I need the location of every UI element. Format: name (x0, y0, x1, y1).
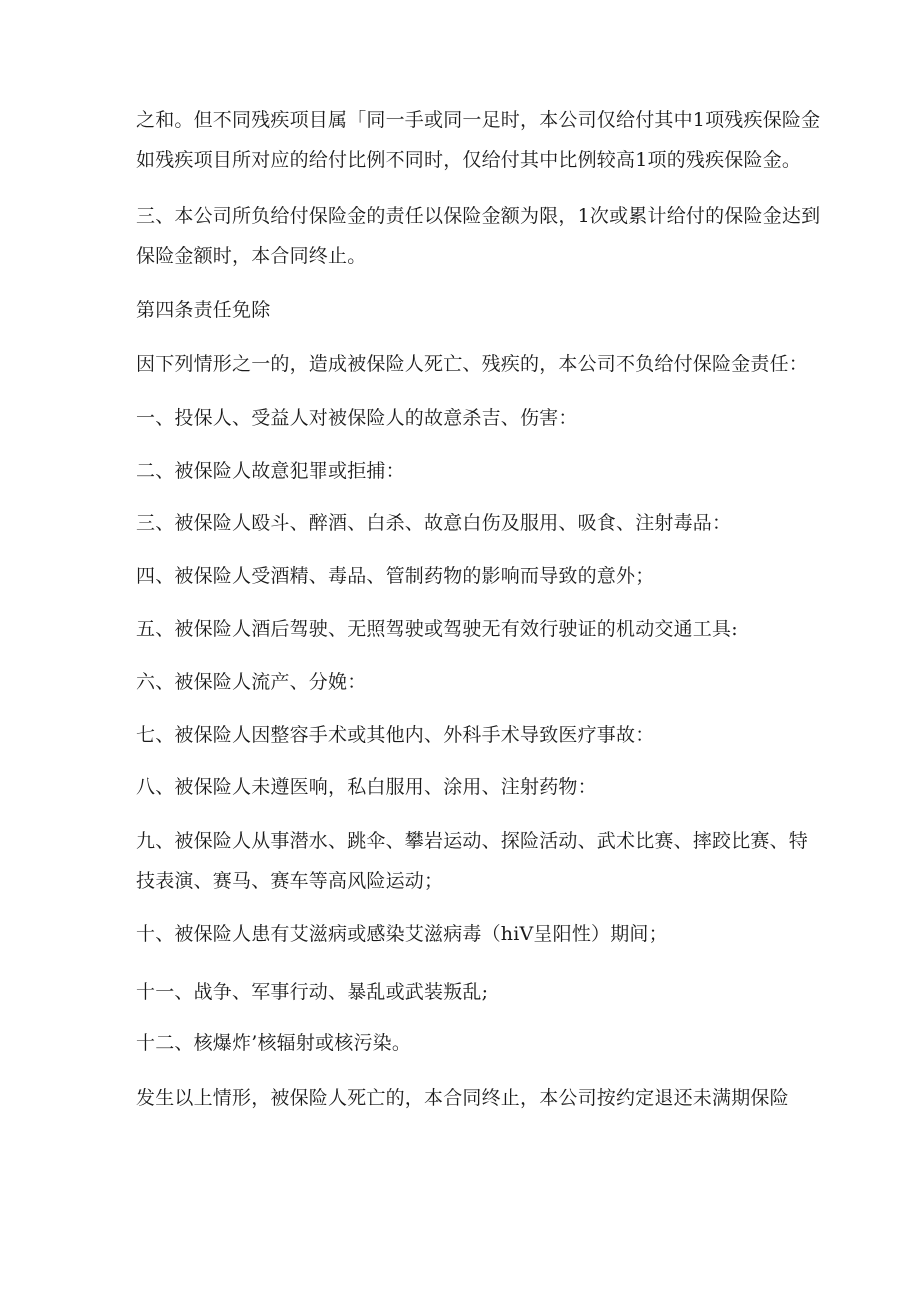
exclusion-item-10: 十、被保险人患有艾滋病或感染艾滋病毒（hiV呈阳性）期间； (136, 923, 668, 945)
exclusion-item-8: 八、被保险人未遵医响，私白服用、涂用、注射药物： (136, 776, 597, 798)
exclusion-item-7: 七、被保险人因整容手术或其他内、外科手术导致医疗事故： (136, 724, 655, 746)
text-line-last: 发生以上情形，被保险人死亡的，本合同终止，本公司按约定退还未满期保险 (136, 1087, 789, 1109)
exclusion-item-12: 十二、核爆炸’核辐射或核污染。 (136, 1032, 412, 1054)
exclusion-item-5: 五、被保险人酒后驾驶、无照驾驶或驾驶无有效行驶证的机动交通工具: (136, 618, 738, 640)
exclusion-item-11: 十一、战争、军事行动、暴乱或武装叛乱; (136, 981, 489, 1003)
exclusion-item-4: 四、被保险人受酒精、毒品、管制药物的影响而导致的意外； (136, 565, 655, 587)
text-line-1: 之和。但不同残疾项目属「同一手或同一足时，本公司仅给付其中1项残疾保险金 (136, 109, 821, 131)
text-line-3: 三、本公司所负给付保险金的责任以保险金额为限，1次或累计给付的保险金达到 (136, 205, 821, 227)
exclusion-item-3: 三、被保险人殴斗、醉酒、白杀、故意白伤及服用、吸食、注射毒品： (136, 512, 732, 534)
exclusion-item-6: 六、被保险人流产、分娩： (136, 671, 367, 693)
text-line-2: 如残疾项目所对应的给付比例不同时，仅给付其中比例较高1项的残疾保险金。 (136, 149, 802, 171)
exclusion-item-2: 二、被保险人故意犯罪或拒捕： (136, 460, 405, 482)
text-line-6: 因下列情形之一的，造成被保险人死亡、残疾的，本公司不负给付保险金责任： (136, 353, 809, 375)
exclusion-item-9-cont: 技表演、赛马、赛车等高风险运动； (136, 870, 444, 892)
text-line-4: 保险金额时，本合同终止。 (136, 245, 367, 267)
section-heading: 第四条责任免除 (136, 299, 271, 321)
exclusion-item-1: 一、投保人、受益人对被保险人的故意杀吉、伤害： (136, 407, 578, 429)
exclusion-item-9: 九、被保险人从事潜水、跳伞、攀岩运动、探险活动、武术比赛、摔跤比赛、特 (136, 830, 809, 852)
